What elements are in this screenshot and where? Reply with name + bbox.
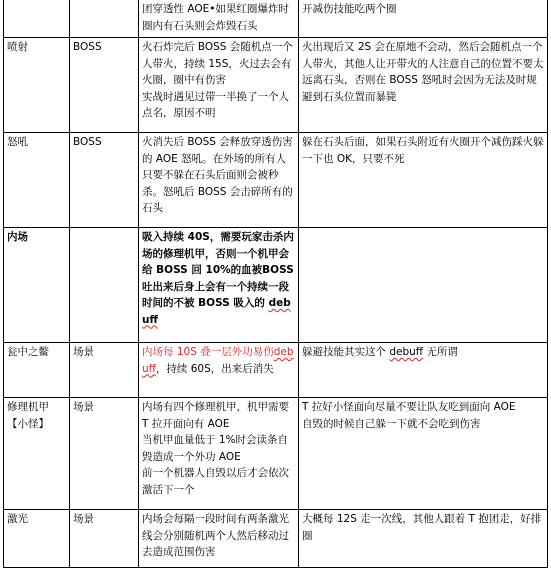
table-row: [4, 398, 548, 510]
mechanic-tip-cell: [299, 398, 548, 510]
mechanic-description-cell: [139, 343, 299, 398]
tip-text: 自毁的时候自己躲一下就不会吃到伤害: [302, 417, 481, 430]
description-text: 火消失后 BOSS 会释放穿透伤害的 AOE 怒吼。在外场的所有人只要不躲在石头后面则会被秒杀。怒吼后 BOSS 会击碎所有的石头: [142, 136, 293, 214]
mechanic-tip-cell: [299, 38, 548, 133]
tip-text: 大概每 12S 走一次线，其他人跟着 T 抱团走，好排圈: [302, 513, 542, 542]
mechanic-name-cell: [4, 0, 70, 38]
table-row: [4, 343, 548, 398]
mechanic-type-cell: 场景: [70, 343, 139, 398]
mechanic-name-cell: 怒吼: [4, 133, 70, 228]
debuff-term: debuff: [389, 346, 424, 358]
strategy-table: [3, 0, 548, 568]
description-text: 内场会每隔一段时间有两条激光线会分别随机两个人然后移动过去造成范围伤害: [142, 513, 289, 558]
tip-text: T 拉好小怪面向尽量不要让队友吃到面向 AOE: [302, 401, 516, 413]
mechanic-tip-cell: [299, 133, 548, 228]
mechanic-tip-cell: [299, 0, 548, 38]
mechanic-name-cell: 瓮中之鳖: [4, 343, 70, 398]
table-row: [4, 0, 548, 38]
mechanic-name-cell: 内场: [4, 228, 70, 343]
description-text: 团穿透性 AOE•如果红圈爆炸时圈内有石头则会炸毁石头: [142, 3, 289, 32]
tip-text: 躲避技能其实这个: [302, 346, 390, 358]
mechanic-type-cell: BOSS: [70, 133, 139, 228]
mechanic-name-cell: 修理机甲【小怪】: [4, 398, 70, 510]
mechanic-type-cell: [70, 0, 139, 38]
mechanic-type-cell: BOSS: [70, 38, 139, 133]
mechanic-name-cell: 喷射: [4, 38, 70, 133]
debuff-term: debuff: [142, 297, 291, 326]
tip-text: 火出现后又 2S 会在原地不会动，然后会随机点一个人带火，其他人让开带火的人注意自己的位置不要太远离石头，否则在 BOSS 怒吼时会因为无法及时规避到石头位置而暴毙: [302, 41, 544, 103]
mechanic-description-cell: [139, 398, 299, 510]
stacking-debuff-text: 内场每 10S 叠一层外功易伤: [142, 346, 274, 358]
mechanic-name-cell: 激光: [4, 510, 70, 568]
debuff-term: debuff: [142, 346, 294, 375]
mechanic-tip-cell: [299, 228, 548, 343]
table-row: [4, 510, 548, 568]
description-text: 内场有四个修理机甲，机甲需要 T 拉开面向有 AOE: [142, 401, 289, 430]
description-text: 实战时遇见过带一半换了一个人点名，原因不明: [142, 90, 289, 119]
table-row: [4, 38, 548, 133]
mechanic-description-cell: [139, 510, 299, 568]
mechanic-type-cell: 场景: [70, 398, 139, 510]
mechanic-description-cell: [139, 133, 299, 228]
mechanic-tip-cell: [299, 510, 548, 568]
mechanic-description-cell: [139, 228, 299, 343]
mechanic-type-cell: [70, 228, 139, 343]
description-text: 火石炸完后 BOSS 会随机点一个人带火，持续 15S，火过去会有火圈，圈中有伤害: [142, 41, 293, 86]
description-text: 吸入持续 40S，需要玩家击杀内场的修理机甲，否则一个机甲会给 BOSS 回 10%的血被BOSS 吐出来后身上会有一个持续一段时间的不被 BOSS 吸入的: [142, 231, 294, 309]
table-row: [4, 133, 548, 228]
description-text: 当机甲血量低于 1%时会读条自毁造成一个外功 AOE: [142, 434, 288, 463]
mechanic-type-cell: 场景: [70, 510, 139, 568]
tip-text: 开减伤技能吃两个圈: [302, 3, 397, 15]
mechanic-description-cell: [139, 38, 299, 133]
tip-text: 躲在石头后面，如果石头附近有火圈开个减伤踩火躲一下也 OK，只要不死: [302, 136, 544, 165]
mechanic-tip-cell: [299, 343, 548, 398]
description-text: ，持续 60S，出来后消失: [155, 362, 274, 375]
description-text: 前一个机器人自毁以后才会依次激活下一个: [142, 467, 289, 496]
table-row: [4, 228, 548, 343]
tip-text: 无所谓: [423, 346, 458, 358]
mechanic-description-cell: [139, 0, 299, 38]
